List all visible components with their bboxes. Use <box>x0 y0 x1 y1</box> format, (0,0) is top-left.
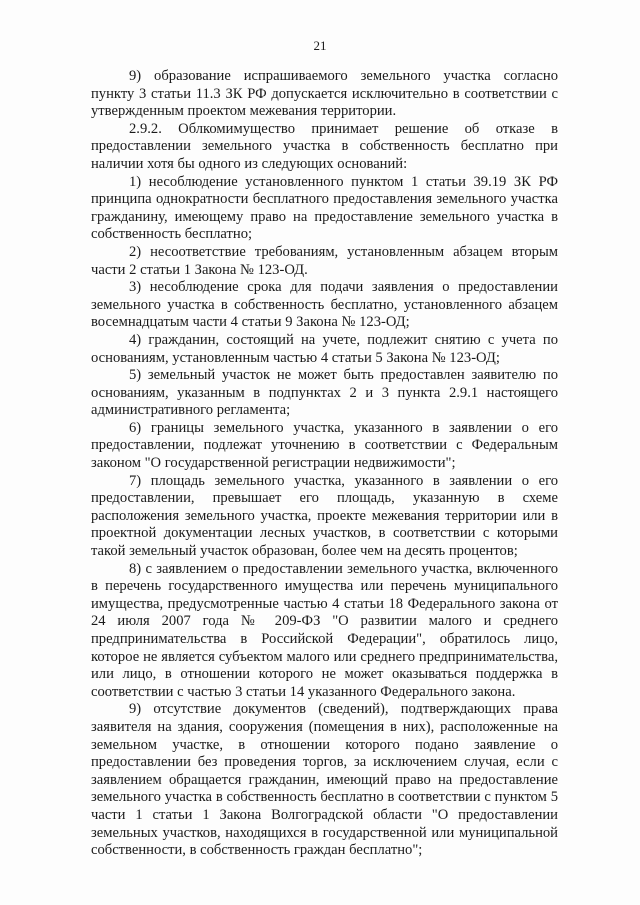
list-item-8: 8) с заявлением о предоставлении земельного участка, включенного в перечень государственного имущества или перечень муниципального имущества, предусмотренные частью 4 статьи 18 Федерального закона от 24 июля 2007 года № 209-ФЗ "О развитии малого и среднего предпринимательства в Российской Федерации", обратилось лицо, которое не является субъектом малого или среднего предпринимательства, или лицо, в отношении которого не может оказываться поддержка в соответствии с частью 3 статьи 14 указанного Федерального закона. <box>91 560 558 700</box>
list-item-9: 9) отсутствие документов (сведений), подтверждающих права заявителя на здания, сооружения (помещения в них), расположенные на земельном участке, в отношении которого подано заявление о предоставлении без проведения торгов, за исключением случая, если с заявлением обращается гражданин, имеющий право на предоставление земельного участка в собственность бесплатно в соответствии с пунктом 5 части 1 статьи 1 Закона Волгоградской области "О предоставлении земельных участков, находящихся в государственной или муниципальной собственности, в собственность граждан бесплатно"; <box>91 701 558 859</box>
document-body <box>91 68 558 860</box>
list-item-7: 7) площадь земельного участка, указанного в заявлении о его предоставлении, превышает его площадь, указанную в схеме расположения земельного участка, проекте межевания территории или в проектной документации лесных участков, в соответствии с которыми такой земельный участок образован, более чем на десять процентов; <box>91 472 558 560</box>
list-item-5: 5) земельный участок не может быть предоставлен заявителю по основаниям, указанным в подпунктах 2 и 3 пункта 2.9.1 настоящего административного регламента; <box>91 367 558 419</box>
list-item-1: 1) несоблюдение установленного пунктом 1 статьи 39.19 ЗК РФ принципа однократности бесплатного предоставления земельного участка гражданину, имеющему право на предоставление земельного участка в собственность бесплатно; <box>91 173 558 243</box>
list-item-3: 3) несоблюдение срока для подачи заявления о предоставлении земельного участка в собственность бесплатно, установленного абзацем восемнадцатым части 4 статьи 9 Закона № 123-ОД; <box>91 279 558 331</box>
paragraph-item-9-formation: 9) образование испрашиваемого земельного участка согласно пункту 3 статьи 11.3 ЗК РФ допускается исключительно в соответствии с утвержденным проектом межевания территории. <box>91 68 558 120</box>
list-item-2: 2) несоответствие требованиям, установленным абзацем вторым части 2 статьи 1 Закона № 123-ОД. <box>91 243 558 278</box>
list-item-6: 6) границы земельного участка, указанного в заявлении о его предоставлении, подлежат уточнению в соответствии с Федеральным законом "О государственной регистрации недвижимости"; <box>91 419 558 472</box>
page-number: 21 <box>313 38 327 53</box>
list-item-4: 4) гражданин, состоящий на учете, подлежит снятию с учета по основаниям, установленным частью 4 статьи 5 Закона № 123-ОД; <box>91 331 558 366</box>
paragraph-2-9-2: 2.9.2. Облкомимущество принимает решение об отказе в предоставлении земельного участка в собственность бесплатно при наличии хотя бы одного из следующих оснований: <box>91 120 558 172</box>
